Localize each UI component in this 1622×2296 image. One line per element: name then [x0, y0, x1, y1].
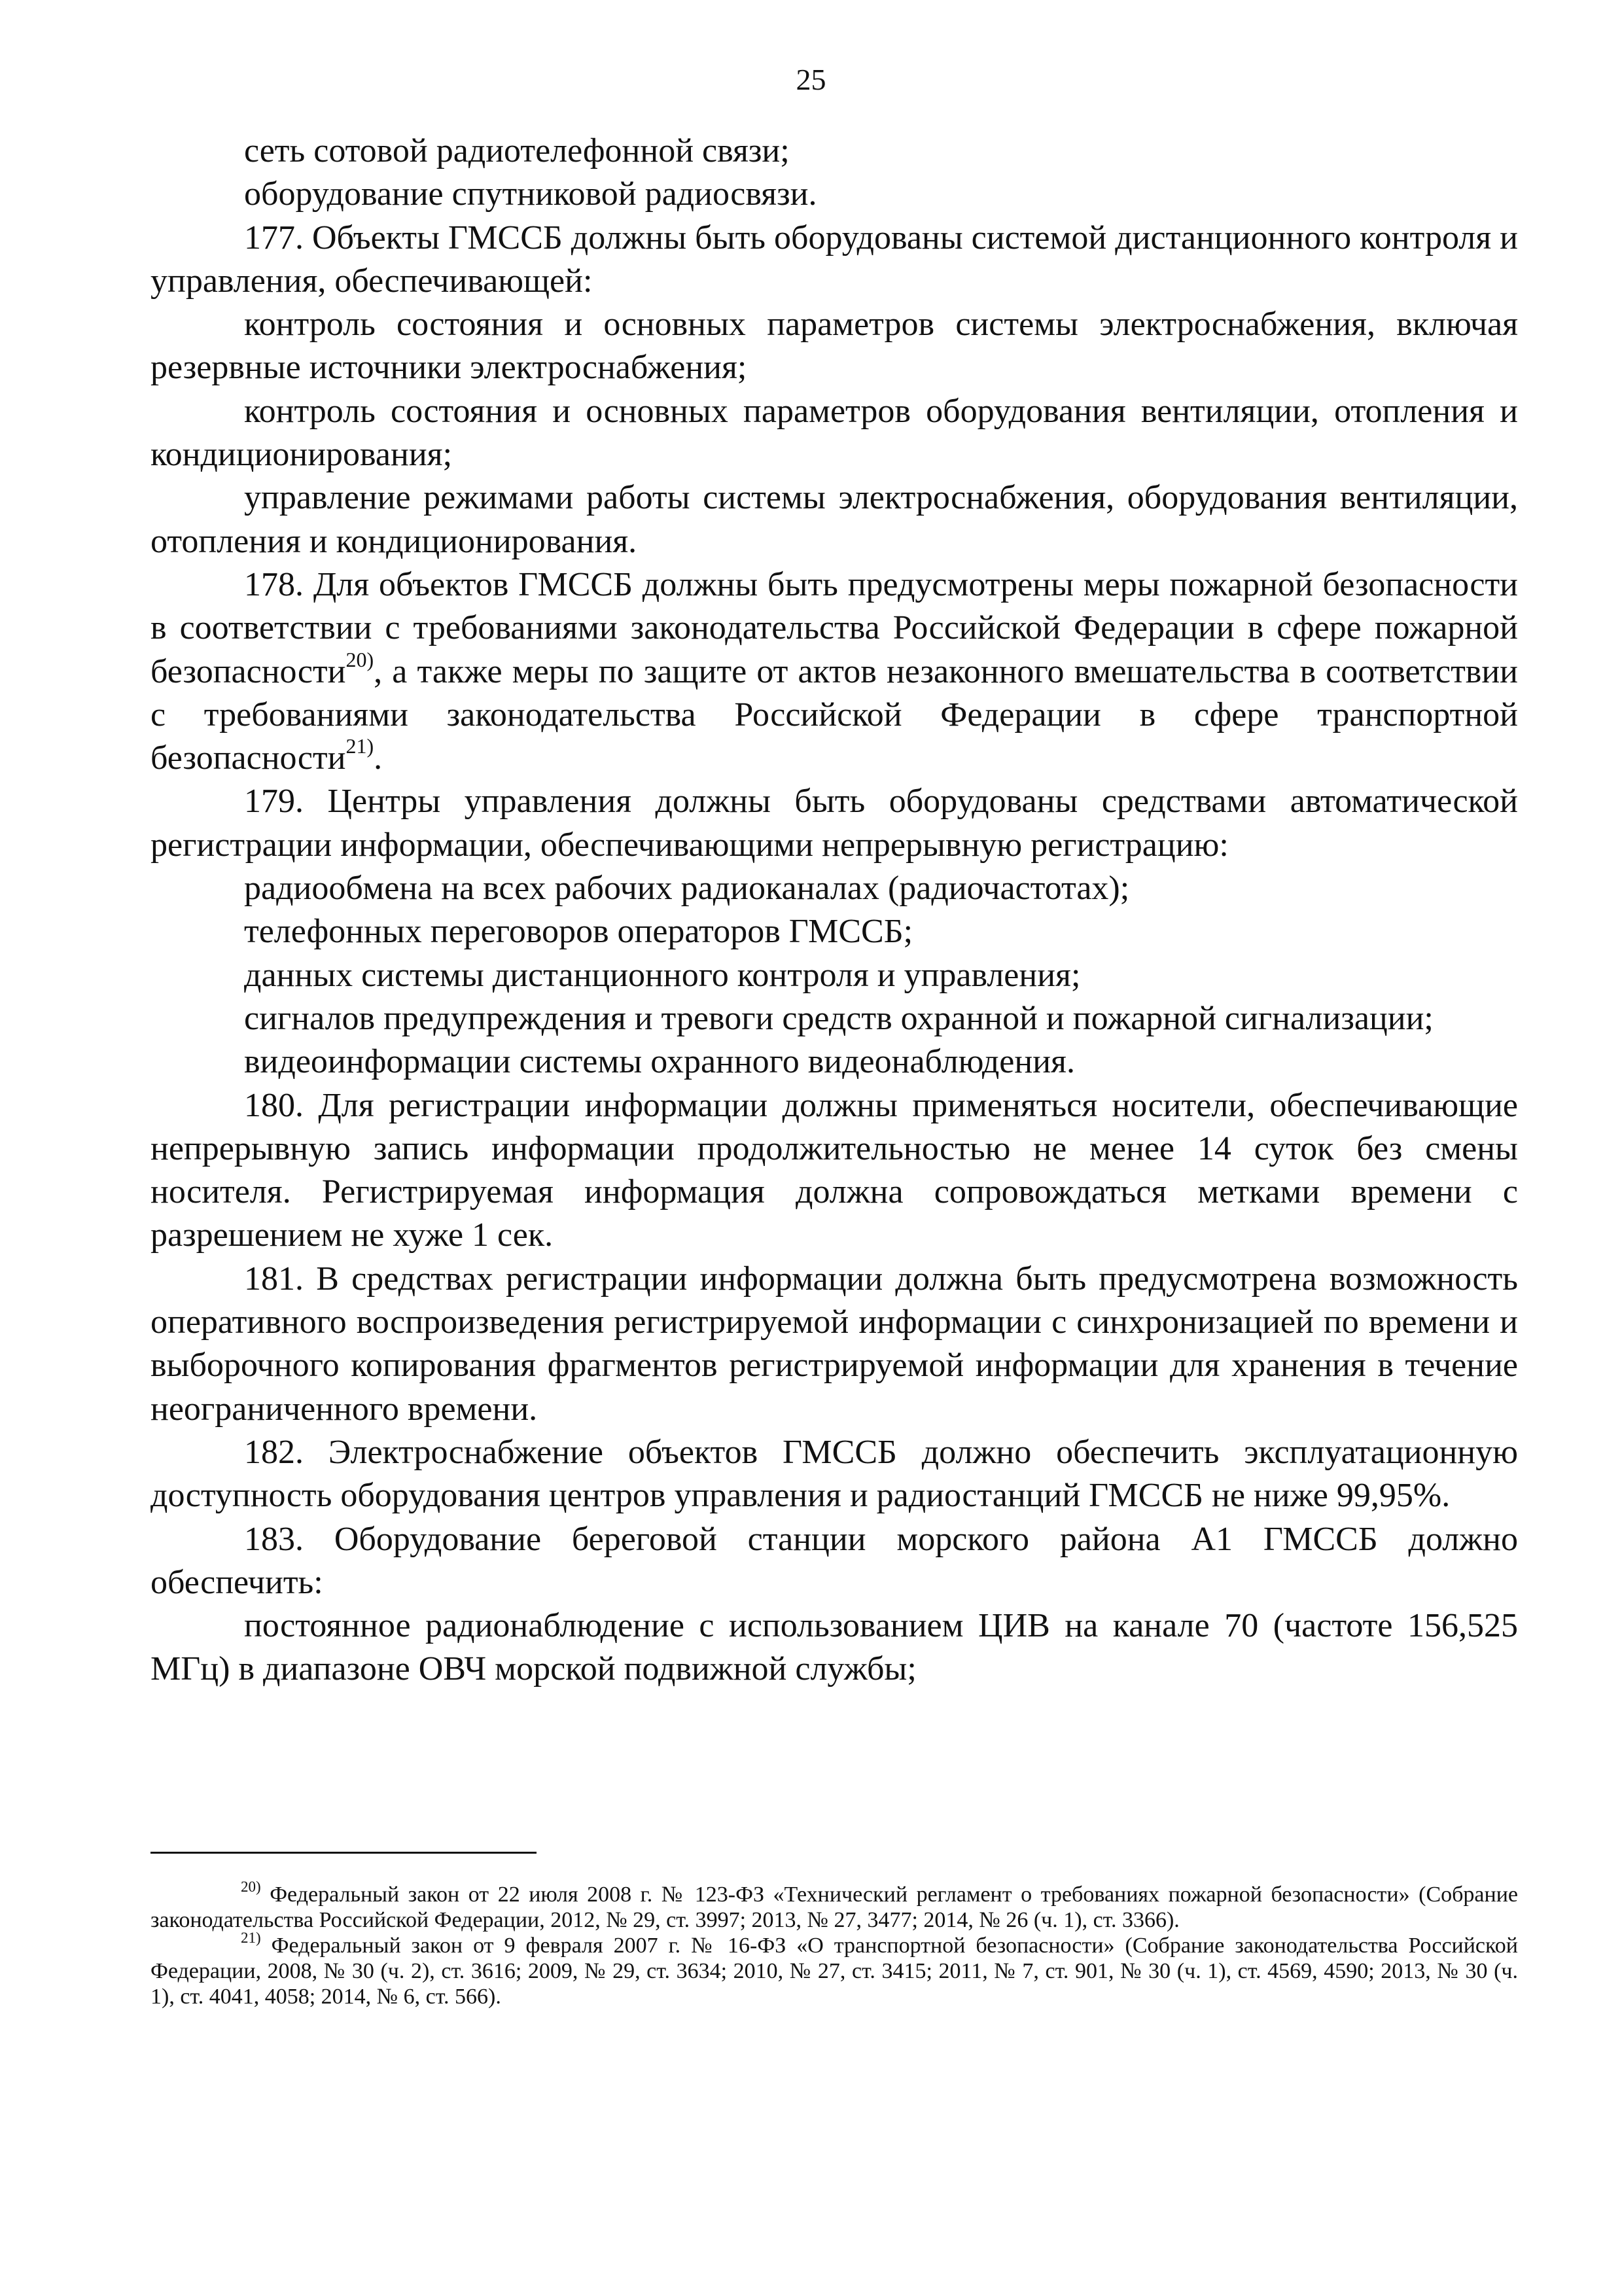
page-number: 25	[796, 63, 826, 96]
paragraph-177: 177. Объекты ГМССБ должны быть оборудованы системой дистанционного контроля и управления, обеспечивающей:	[150, 219, 1519, 300]
paragraph-180: 180. Для регистрации информации должны применяться носители, обеспечивающие непрерывную запись информации продолжительностью не менее 14 суток без смены носителя. Регистрируемая информация должна сопровождаться метками времени с разрешением не хуже 1 сек.	[150, 1086, 1518, 1254]
paragraph-178	[150, 563, 1518, 780]
paragraph-mode-control: управление режимами работы системы электроснабжения, оборудования вентиляции, отопления и кондиционирования.	[150, 479, 1518, 560]
paragraph-181: 181. В средствах регистрации информации должна быть предусмотрена возможность оперативного воспроизведения регистрируемой информации с синхронизацией по времени и выборочного копирования фрагментов регистрируемой информации для хранения в течение неограниченного времени.	[150, 1260, 1518, 1428]
paragraph-radio-exchange: радиообмена на всех рабочих радиоканалах (радиочастотах);	[244, 870, 1130, 908]
footnote-marker-20: 20)	[241, 1879, 261, 1895]
paragraph-remote-control-data: данных системы дистанционного контроля и управления;	[244, 956, 1081, 994]
paragraph-178-part2: , а также меры по защите от актов незаконного вмешательства в соответствии с требованиями законодательства Российской Федерации в сфере транспортной безопасности	[150, 652, 1518, 777]
paragraph-178-part3: .	[374, 739, 383, 777]
paragraph-dsc-watch: постоянное радионаблюдение с использованием ЦИВ на канале 70 (частоте 156,525 МГц) в диапазоне ОВЧ морской подвижной службы;	[150, 1607, 1518, 1688]
paragraph-cellular-network: сеть сотовой радиотелефонной связи;	[244, 132, 790, 169]
footnote-21-text: Федеральный закон от 9 февраля 2007 г. № 16-ФЗ «О транспортной безопасности» (Собрание законодательства Российской Федерации, 2008, № 30 (ч. 2), ст. 3616; 2009, № 29, ст. 3634; 2010, № 27, ст. 3415; 2011, № 7, ст. 901, № 30 (ч. 1), ст. 4569, 4590; 2013, № 30 (ч. 1), ст. 4041, 4058; 2014, № 6, ст. 566).	[150, 1934, 1518, 2009]
paragraph-power-monitoring: контроль состояния и основных параметров системы электроснабжения, включая резервные источники электроснабжения;	[150, 306, 1518, 387]
footnotes	[150, 1879, 1518, 2009]
footnote-marker-21: 21)	[241, 1930, 261, 1946]
footnote-20	[150, 1879, 1518, 1933]
paragraph-178-part1: 178. Для объектов ГМССБ должны быть предусмотрены меры пожарной безопасности в соответствии с требованиями законодательства Российской Федерации в сфере пожарной безопасности	[150, 565, 1518, 690]
footnote-ref-20: 20)	[345, 647, 374, 671]
footnote-ref-21: 21)	[345, 734, 374, 758]
paragraph-satellite-equipment: оборудование спутниковой радиосвязи.	[244, 175, 817, 213]
paragraph-alarm-signals: сигналов предупреждения и тревоги средств охранной и пожарной сигнализации;	[244, 999, 1434, 1037]
paragraph-phone-calls: телефонных переговоров операторов ГМССБ;	[244, 913, 913, 951]
footnote-20-text: Федеральный закон от 22 июля 2008 г. № 123-ФЗ «Технический регламент о требованиях пожарной безопасности» (Собрание законодательства Российской Федерации, 2012, № 29, ст. 3997; 2013, № 27, 3477; 2014, № 26 (ч. 1), ст. 3366).	[150, 1882, 1518, 1932]
footnote-21	[150, 1930, 1518, 2009]
paragraph-hvac-monitoring: контроль состояния и основных параметров оборудования вентиляции, отопления и кондиционирования;	[150, 392, 1518, 474]
paragraph-182: 182. Электроснабжение объектов ГМССБ должно обеспечить эксплуатационную доступность оборудования центров управления и радиостанций ГМССБ не ниже 99,95%.	[150, 1433, 1518, 1515]
paragraph-video-info: видеоинформации системы охранного видеонаблюдения.	[244, 1043, 1075, 1081]
footnote-separator	[150, 1852, 537, 1854]
document-body	[150, 130, 1518, 1691]
paragraph-183: 183. Оборудование береговой станции морского района А1 ГМССБ должно обеспечить:	[150, 1520, 1518, 1601]
paragraph-179: 179. Центры управления должны быть оборудованы средствами автоматической регистрации информации, обеспечивающими непрерывную регистрацию:	[150, 783, 1518, 864]
